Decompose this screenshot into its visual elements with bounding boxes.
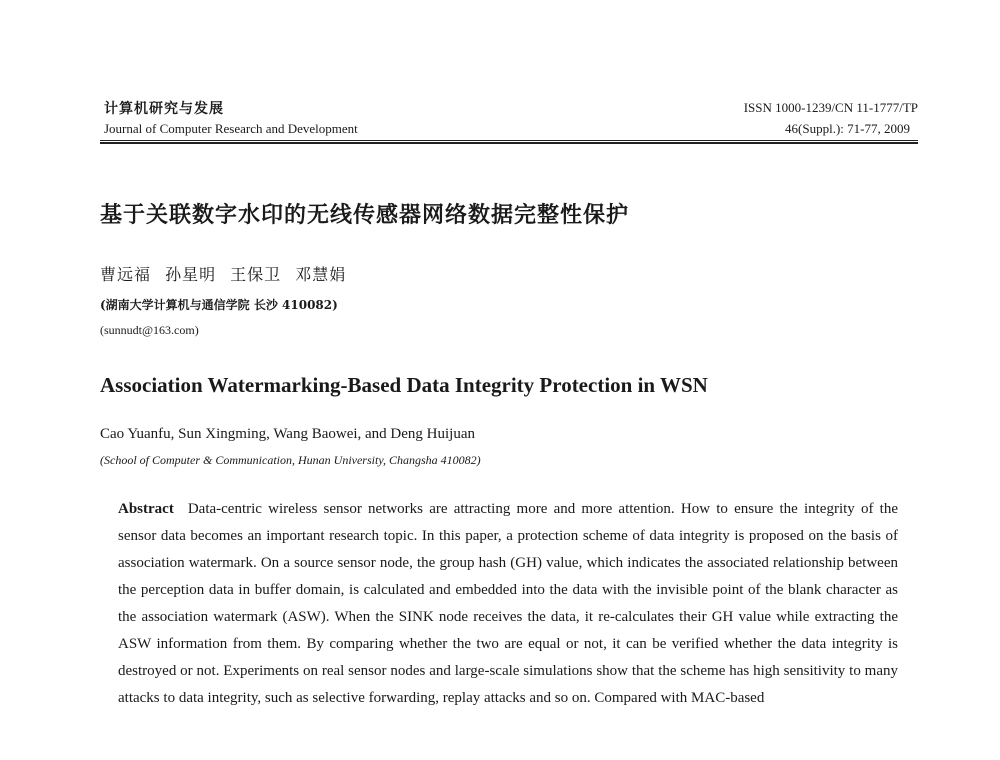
abstract-label: Abstract <box>118 501 174 517</box>
issn: ISSN 1000-1239/CN 11-1777/TP <box>743 100 918 115</box>
abstract <box>118 496 898 712</box>
paper-title-en: Association Watermarking-Based Data Integrity Protection in WSN <box>100 373 708 397</box>
authors-en: Cao Yuanfu, Sun Xingming, Wang Baowei, and Deng Huijuan <box>100 426 475 442</box>
issue-info: 46(Suppl.): 71-77, 2009 <box>785 121 910 136</box>
paper-title-cn: 基于关联数字水印的无线传感器网络数据完整性保护 <box>100 203 630 228</box>
author-email: (sunnudt@163.com) <box>100 323 199 337</box>
journal-name-cn: 计算机研究与发展 <box>104 101 224 117</box>
journal-name-en: Journal of Computer Research and Development <box>104 121 358 136</box>
affiliation-en: (School of Computer & Communication, Hunan University, Changsha 410082) <box>100 453 481 467</box>
header-rule-thick <box>100 142 918 144</box>
header-rule-thin <box>100 140 918 141</box>
affiliation-cn: (湖南大学计算机与通信学院 长沙 410082) <box>100 298 338 312</box>
abstract-text: Data-centric wireless sensor networks are attracting more and more attention. How to ensure the integrity of the sensor data becomes an important research topic. In this paper, a protection scheme of data integrity is proposed on the basis of association watermark. On a source sensor node, the group hash (GH) value, which indicates the associated relationship between the perception data in buffer domain, is calculated and embedded into the data with the invisible point of the blank character as the association watermark (ASW). When the SINK node receives the data, it re-calculates their GH value while extracting the ASW information from them. By comparing whether the two are equal or not, it can be verified whether the data integrity is destroyed or not. Experiments on real sensor nodes and large-scale simulations show that the scheme has high sensitivity to many attacks to data integrity, such as selective forwarding, replay attacks and so on. Compared with MAC-based <box>118 501 898 706</box>
authors-cn: 曹远福 孙星明 王保卫 邓慧娟 <box>100 265 347 284</box>
